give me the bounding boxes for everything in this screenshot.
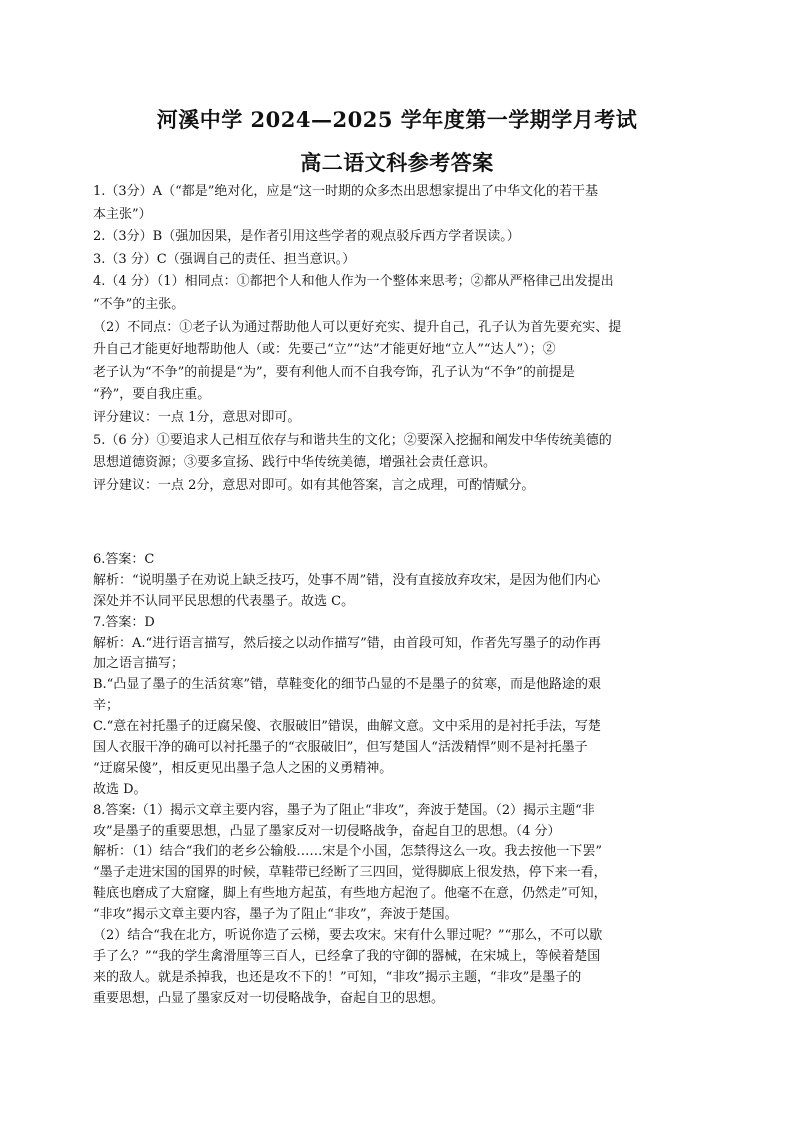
text-line: 本主张”） <box>93 206 152 222</box>
text-line: 升自己才能更好地帮助他人（或：先要己“立”“达”才能更好地“立人”“达人”）；② <box>93 342 556 358</box>
text-line: 3.（3 分）C（强调自己的责任、担当意识。） <box>93 251 356 267</box>
text-line: 7.答案：D <box>93 614 155 630</box>
text-line: 解析：“说明墨子在劝说上缺乏技巧，处事不周”错，没有直接放弃攻宋，是因为他们内心 <box>93 572 601 588</box>
text-line: 2.（3分）B（强加因果，是作者引用这些学者的观点驳斥西方学者误读。） <box>93 229 520 245</box>
text-line: 来的敌人。就是杀掉我，也还是攻不下的！”可知，“非攻”揭示主题，“非攻”是墨子的 <box>93 969 582 985</box>
text-line: （2）结合“我在北方，听说你造了云梯，要去攻宋。宋有什么罪过呢？”“那么，不可以歇 <box>93 928 603 944</box>
text-line: “墨子走进宋国的国界的时候，草鞋带已经断了三四回，觉得脚底上很发热，停下来一看， <box>93 865 607 881</box>
text-line: 8.答案:（1）揭示文章主要内容，墨子为了阻止“非攻”，奔波于楚国。（2）揭示主题“非 <box>93 802 595 818</box>
text-line: 4.（4 分）（1）相同点：①都把个人和他人作为一个整体来思考；②都从严格律己出发提出 <box>93 274 614 290</box>
text-line: 辛； <box>93 698 120 714</box>
text-line: 攻”是墨子的重要思想，凸显了墨家反对一切侵略战争，奋起自卫的思想。（4 分） <box>93 823 561 839</box>
text-line: 1.（3分）A（“都是”绝对化，应是“这一时期的众多杰出思想家提出了中华文化的若干基 <box>93 184 599 199</box>
text-line: “矜”，要自我庄重。 <box>93 387 211 403</box>
text-line: 解析：A.“进行语言描写，然后接之以动作描写”错，由首段可知，作者先写墨子的动作再 <box>93 635 601 651</box>
page-subtitle: 高二语文科参考答案 <box>300 150 494 175</box>
text-line: 老子认为“不争”的前提是“为”，要有利他人而不自我夸饰，孔子认为“不争”的前提是 <box>93 364 575 380</box>
text-line: 加之语言描写； <box>93 656 185 672</box>
text-line: 深处并不认同平民思想的代表墨子。故选 C。 <box>93 593 355 609</box>
text-line: 解析：（1）结合“我们的老乡公输般……宋是个小国，怎禁得这么一攻。我去按他一下罢” <box>93 844 603 860</box>
text-line: “非攻”揭示文章主要内容，墨子为了阻止“非攻”，奔波于楚国。 <box>93 907 458 923</box>
text-line: 国人衣服干净的确可以衬托墨子的“衣服破旧”，但写楚国人“活泼精悍”则不是衬托墨子 <box>93 740 588 756</box>
text-line: 故选 D。 <box>93 781 147 797</box>
page-title: 河溪中学 2024—2025 学年度第一学期学月考试 <box>156 107 638 132</box>
text-line: 评分建议：一点 1分，意思对即可。 <box>93 409 301 425</box>
text-line: 手了么？”“我的学生禽滑厘等三百人，已经拿了我的守御的器械，在宋城上，等候着楚国 <box>93 948 601 964</box>
text-line: 重要思想，凸显了墨家反对一切侵略战争，奋起自卫的思想。 <box>93 990 445 1006</box>
text-line: “不争”的主张。 <box>93 296 185 312</box>
text-line: 评分建议：一点 2分，意思对即可。如有其他答案，言之成理，可酌情赋分。 <box>93 477 535 493</box>
text-line: （2）不同点：①老子认为通过帮助他人可以更好充实、提升自己，孔子认为首先要充实、提 <box>93 319 622 335</box>
text-line: B.“凸显了墨子的生活贫寒”错，草鞋变化的细节凸显的不是墨子的贫寒，而是他路途的艰 <box>93 677 601 693</box>
text-line: 思想道德资源；③要多宣扬、践行中华传统美德，增强社会责任意识。 <box>93 455 497 471</box>
answers-part-2 <box>93 550 703 1010</box>
text-line: 鞋底也磨成了大窟窿，脚上有些地方起茧，有些地方起泡了。他毫不在意，仍然走”可知， <box>93 886 607 902</box>
text-line: C.“意在衬托墨子的迂腐呆傻、衣服破旧”错误，曲解文意。文中采用的是衬托手法，写楚 <box>93 719 601 735</box>
text-line: “迂腐呆傻”，相反更见出墨子急人之困的义勇精神。 <box>93 760 393 776</box>
text-line: 5.（6 分）①要追求人己相互依存与和谐共生的文化；②要深入挖掘和阐发中华传统美德的 <box>93 432 612 448</box>
text-line: 6.答案：C <box>93 552 155 567</box>
answers-part-1 <box>93 181 703 497</box>
